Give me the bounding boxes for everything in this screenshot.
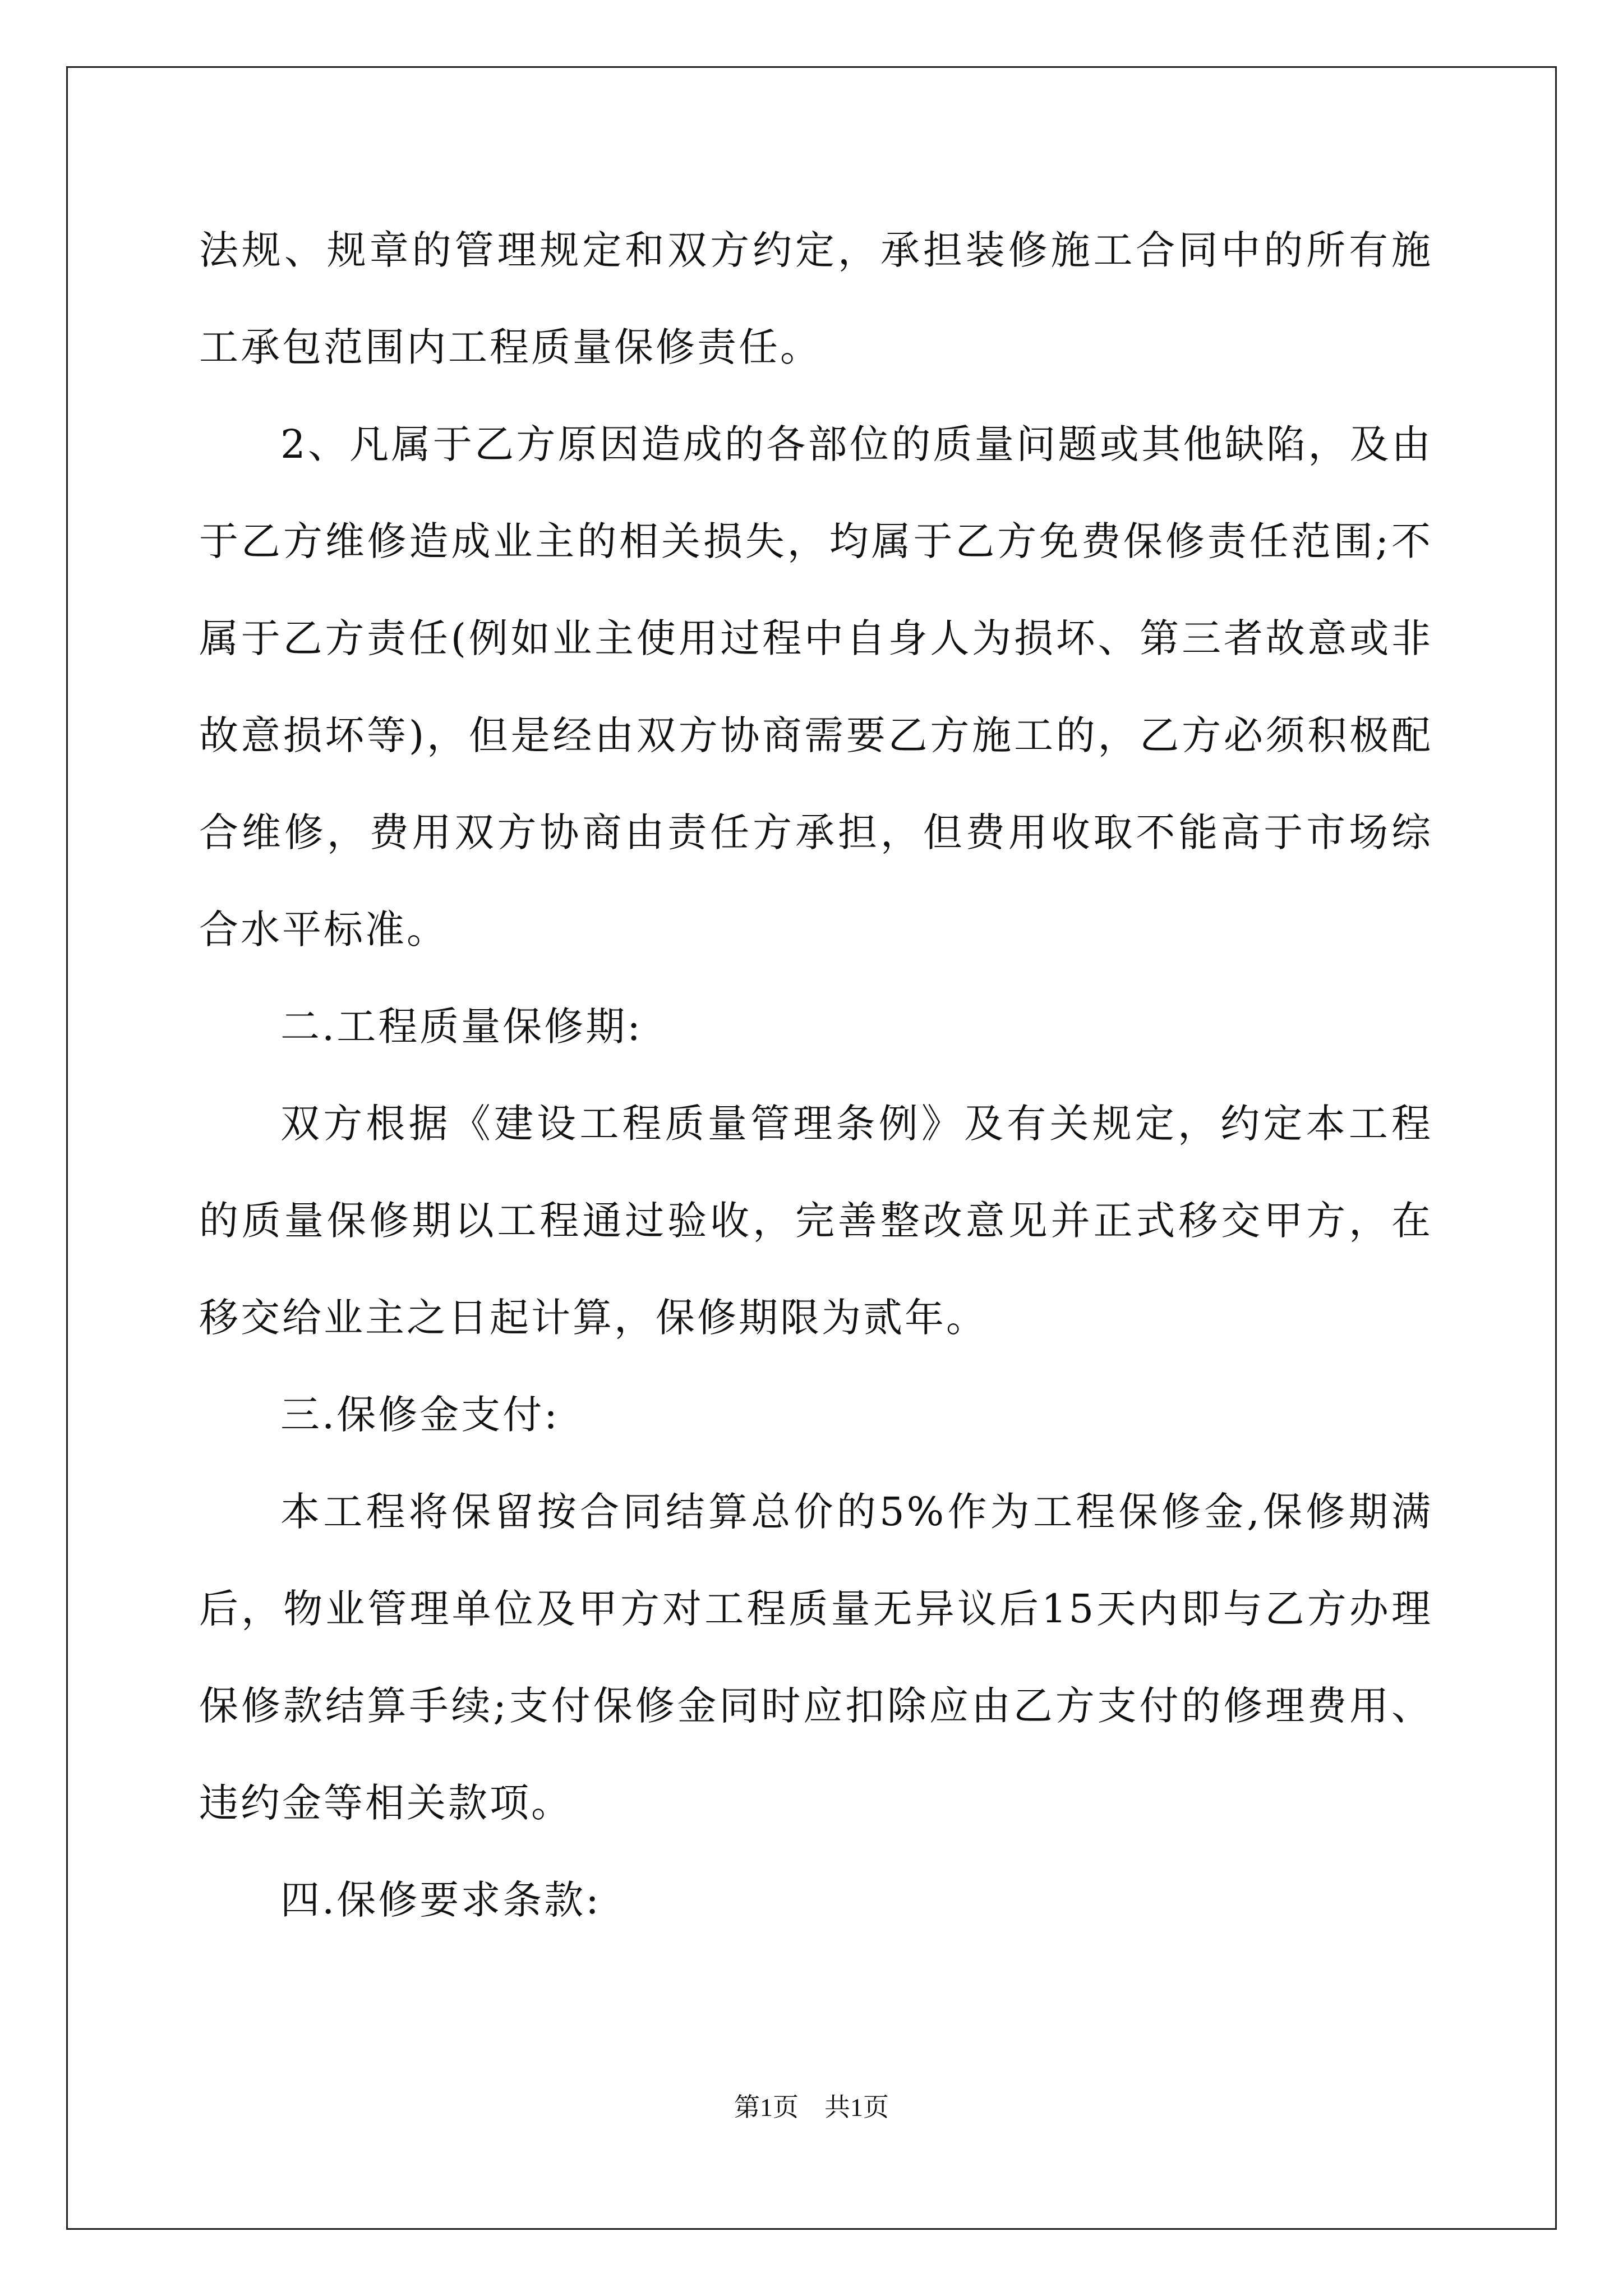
section-heading-warranty-period: 二.工程质量保修期:	[280, 1004, 643, 1050]
section-heading-warranty-payment: 三.保修金支付:	[280, 1392, 560, 1438]
page-number-footer: 第1页 共1页	[734, 2093, 889, 2122]
document-body	[199, 202, 1433, 1949]
paragraph-2: 2、凡属于乙方原因造成的各部位的质量问题或其他缺陷，及由于乙方维修造成业主的相关损失，均属于乙方免费保修责任范围;不属于乙方责任(例如业主使用过程中自身人为损坏、第三者故意或非故意损坏等)，但是经由双方协商需要乙方施工的，乙方必须积极配合维修，费用双方协商由责任方承担，但费用收取不能高于市场综合水平标准。	[199, 421, 1433, 953]
paragraph-warranty-period: 双方根据《建设工程质量管理条例》及有关规定，约定本工程的质量保修期以工程通过验收，完善整改意见并正式移交甲方，在移交给业主之日起计算，保修期限为贰年。	[199, 1101, 1433, 1341]
paragraph-1: 法规、规章的管理规定和双方约定，承担装修施工合同中的所有施工承包范围内工程质量保修责任。	[199, 227, 1433, 370]
paragraph-warranty-payment: 本工程将保留按合同结算总价的5%作为工程保修金,保修期满后，物业管理单位及甲方对工程质量无异议后15天内即与乙方办理保修款结算手续;支付保修金同时应扣除应由乙方支付的修理费用、违约金等相关款项。	[199, 1489, 1433, 1826]
section-heading-warranty-terms: 四.保修要求条款:	[280, 1877, 601, 1923]
